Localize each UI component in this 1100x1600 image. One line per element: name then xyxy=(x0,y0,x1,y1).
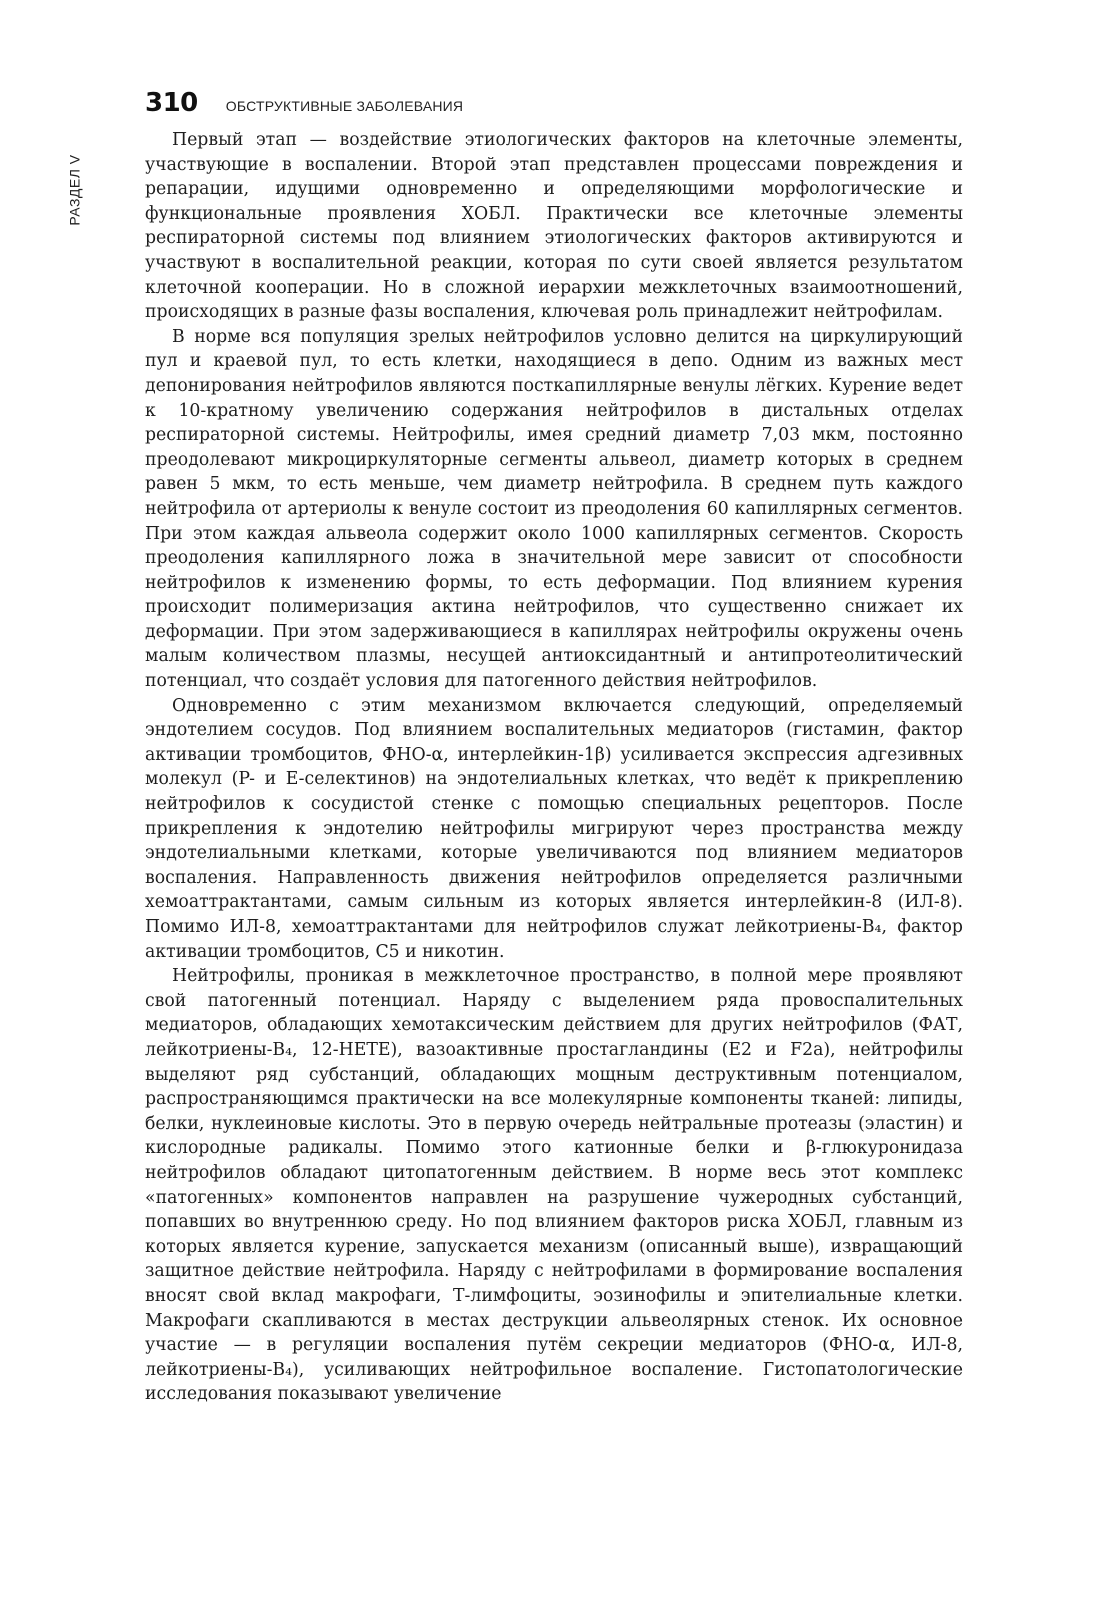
page-header xyxy=(145,88,965,118)
paragraph: В норме вся популяция зрелых нейтрофилов условно делится на циркулирующий пул и краевой пул, то есть клетки, находящиеся в депо. Одним из важных мест депонирования нейтрофилов являются посткапиллярные венулы лёгких. Курение ведет к 10-кратному увеличению содержания нейтрофилов в дистальных отделах респираторной системы. Нейтрофилы, имея средний диаметр 7,03 мкм, постоянно преодолевают микроциркуляторные сегменты альвеол, диаметр которых в среднем равен 5 мкм, то есть меньше, чем диаметр нейтрофила. В среднем путь каждого нейтрофила от артериолы к венуле состоит из преодоления 60 капиллярных сегментов. При этом каждая альвеола содержит около 1000 капиллярных сегментов. Скорость преодоления капиллярного ложа в значительной мере зависит от способности нейтрофилов к изменению формы, то есть деформации. Под влиянием курения происходит полимеризация актина нейтрофилов, что существенно снижает их деформации. При этом задерживающиеся в капиллярах нейтрофилы окружены очень малым количеством плазмы, несущей антиоксидантный и антипротеолитический потенциал, что создаёт условия для патогенного действия нейтрофилов. xyxy=(145,326,963,692)
section-side-label xyxy=(60,130,90,250)
body-text xyxy=(145,128,963,1407)
section-label-text: РАЗДЕЛ V xyxy=(67,154,83,226)
paragraph: Первый этап — воздействие этиологических факторов на клеточные элементы, участвующие в воспалении. Второй этап представлен процессами повреждения и репарации, идущими одновременно и определяющими морфологические и функциональные проявления ХОБЛ. Практически все клеточные элементы респираторной системы под влиянием этиологических факторов активируются и участвуют в воспалительной реакции, которая по сути своей является результатом клеточной кооперации. Но в сложной иерархии межклеточных взаимоотношений, происходящих в разные фазы воспаления, ключевая роль принадлежит нейтрофилам. xyxy=(145,130,963,323)
paragraph: Нейтрофилы, проникая в межклеточное пространство, в полной мере проявляют свой патогенный потенциал. Наряду с выделением ряда провоспалительных медиаторов, обладающих хемотаксическим действием для других нейтрофилов (ФАТ, лейкотриены-B₄, 12-HETE), вазоактивные простагландины (E2 и F2a), нейтрофилы выделяют ряд субстанций, обладающих мощным деструктивным потенциалом, распространяющимся практически на все молекулярные компоненты тканей: липиды, белки, нуклеиновые кислоты. Это в первую очередь нейтральные протеазы (эластин) и кислородные радикалы. Помимо этого катионные белки и β-глюкуронидаза нейтрофилов обладают цитопатогенным действием. В норме весь этот комплекс «патогенных» компонентов направлен на разрушение чужеродных субстанций, попавших во внутреннюю среду. Но под влиянием факторов риска ХОБЛ, главным из которых является курение, запускается механизм (описанный выше), извращающий защитное действие нейтрофила. Наряду с нейтрофилами в формирование воспаления вносят свой вклад макрофаги, Т-лимфоциты, эозинофилы и эпителиальные клетки. Макрофаги скапливаются в местах деструкции альвеолярных стенок. Их основное участие — в регуляции воспаления путём секреции медиаторов (ФНО-α, ИЛ-8, лейкотриены-B₄), усиливающих нейтрофильное воспаление. Гистопатологические исследования показывают увеличение xyxy=(145,966,963,1405)
running-title: ОБСТРУКТИВНЫЕ ЗАБОЛЕВАНИЯ xyxy=(225,98,464,114)
paragraph: Одновременно с этим механизмом включается следующий, определяемый эндотелием сосудов. Под влиянием воспалительных медиаторов (гистамин, фактор активации тромбоцитов, ФНО-α, интерлейкин-1β) усиливается экспрессия адгезивных молекул (P- и E-селектинов) на эндотелиальных клетках, что ведёт к прикреплению нейтрофилов к сосудистой стенке с помощью специальных рецепторов. После прикрепления к эндотелию нейтрофилы мигрируют через пространства между эндотелиальными клетками, которые увеличиваются под влиянием медиаторов воспаления. Направленность движения нейтрофилов определяется различными хемоаттрактантами, самым сильным из которых является интерлейкин-8 (ИЛ-8). Помимо ИЛ-8, хемоаттрактантами для нейтрофилов служат лейкотриены-B₄, фактор активации тромбоцитов, C5 и никотин. xyxy=(145,695,963,962)
page-number: 310 xyxy=(145,88,198,118)
